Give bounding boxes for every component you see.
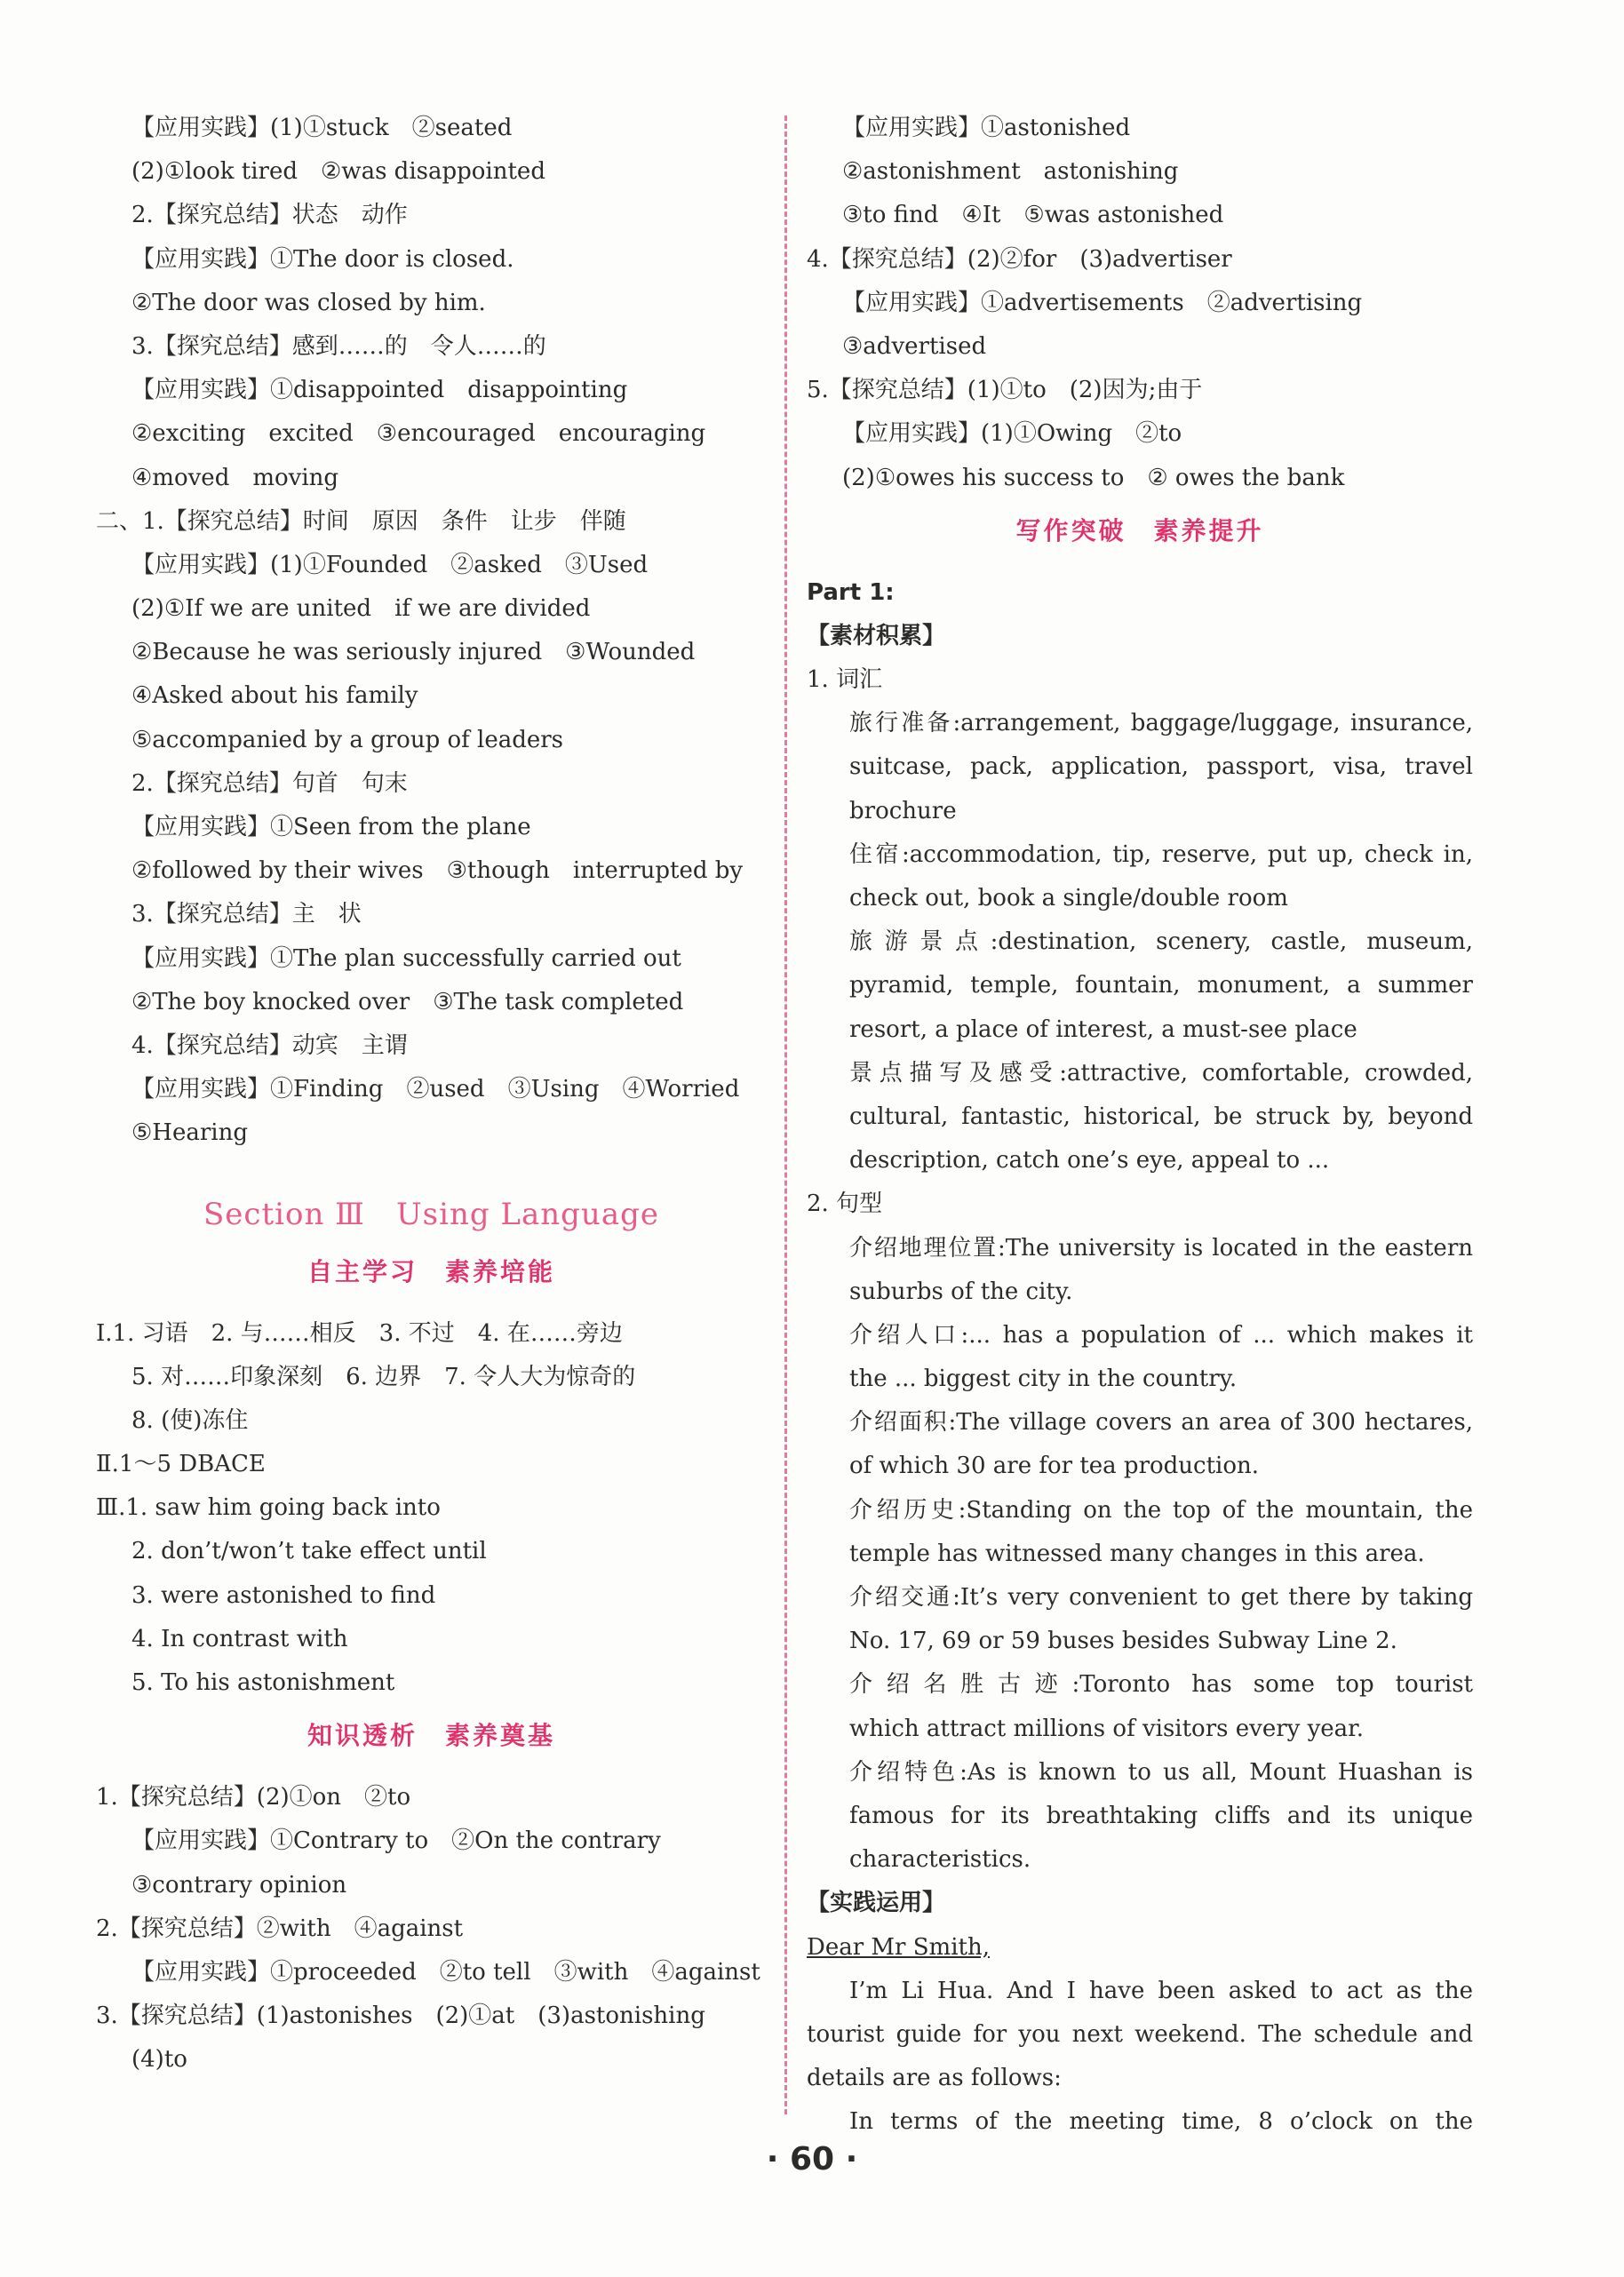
text-line: ④Asked about his family <box>131 682 418 710</box>
text-line: 1. 词汇 <box>807 666 883 694</box>
text-line: ②The door was closed by him. <box>131 289 486 316</box>
text-line: the ... biggest city in the country. <box>849 1365 1238 1393</box>
text-line: 介绍历史:Standing on the top of the mountain, the <box>849 1496 1473 1524</box>
text-line: description, catch one’s eye, appeal to ... <box>849 1147 1330 1174</box>
text-line: tourist guide for you next weekend. The schedule and <box>807 2020 1473 2048</box>
text-line: (2)①look tired ②was disappointed <box>131 158 545 186</box>
text-line: 介绍人口:... has a population of ... which makes it <box>849 1321 1473 1349</box>
left-column <box>96 107 767 2082</box>
text-line: (2)①owes his success to ② owes the bank <box>842 464 1345 491</box>
text-line: 2.【探究总结】②with ④against <box>96 1915 464 1942</box>
text-line: ③to find ④It ⑤was astonished <box>842 202 1224 229</box>
subsection-heading: 知识透析 素养奠基 <box>306 1721 555 1751</box>
section-title: Section Ⅲ Using Language <box>203 1196 659 1232</box>
text-line: ②The boy knocked over ③The task completed <box>131 988 684 1015</box>
text-line: (4)to <box>131 2046 187 2074</box>
text-line: 【素材积累】 <box>807 622 946 649</box>
text-line: 2.【探究总结】状态 动作 <box>131 202 408 229</box>
text-line: No. 17, 69 or 59 buses besides Subway Line 2. <box>849 1628 1397 1655</box>
text-line: 5. To his astonishment <box>131 1669 395 1696</box>
text-line: 【应用实践】(1)①stuck ②seated <box>131 115 513 141</box>
text-line: 【应用实践】①proceeded ②to tell ③with ④against <box>131 1958 760 1986</box>
text-line: 5.【探究总结】(1)①to (2)因为;由于 <box>807 377 1203 404</box>
text-line: ③advertised <box>842 332 987 360</box>
text-line: brochure <box>849 797 957 824</box>
text-line: 住宿:accommodation, tip, reserve, put up, check in, <box>849 840 1473 868</box>
text-line: 5. 对……印象深刻 6. 边界 7. 令人大为惊奇的 <box>131 1363 636 1390</box>
text-line: details are as follows: <box>807 2065 1062 2092</box>
text-line: ④moved moving <box>131 464 339 491</box>
text-line: ②astonishment astonishing <box>842 158 1179 186</box>
text-line: 【实践运用】 <box>807 1890 946 1917</box>
text-line: ②exciting excited ③encouraged encouraging <box>131 420 706 448</box>
text-line: 二、1.【探究总结】时间 原因 条件 让步 伴随 <box>96 507 626 535</box>
text-line: 【应用实践】①The door is closed. <box>131 245 514 273</box>
text-line: ⑤accompanied by a group of leaders <box>131 726 564 753</box>
text-line: Ⅲ.1. saw him going back into <box>96 1494 441 1522</box>
text-line: 8. (使)冻住 <box>131 1406 249 1434</box>
text-line: 景点描写及感受:attractive, comfortable, crowded, <box>849 1059 1473 1087</box>
text-line: 【应用实践】①Finding ②used ③Using ④Worried <box>131 1076 740 1103</box>
text-line: cultural, fantastic, historical, be struck by, beyond <box>849 1103 1473 1130</box>
text-line: 【应用实践】(1)①Owing ②to <box>842 420 1182 448</box>
text-line: 4.【探究总结】动宾 主谓 <box>131 1031 408 1059</box>
text-line: 【应用实践】①disappointed disappointing <box>131 377 628 404</box>
text-line: 介绍地理位置:The university is located in the eastern <box>849 1234 1473 1262</box>
text-line: Ⅱ.1～5 DBACE <box>96 1451 266 1478</box>
text-line: 【应用实践】①astonished <box>842 115 1131 141</box>
text-line: which attract millions of visitors every year. <box>849 1715 1365 1742</box>
text-line: temple has witnessed many changes in this area. <box>849 1540 1425 1567</box>
text-line: 4. In contrast with <box>131 1625 348 1652</box>
subsection-heading: 写作突破 素养提升 <box>1015 515 1264 545</box>
text-line: of which 30 are for tea production. <box>849 1453 1260 1480</box>
page-number: · 60 · <box>766 2141 858 2177</box>
text-line: 【应用实践】①The plan successfully carried out <box>131 944 681 972</box>
text-line: 2.【探究总结】句首 句末 <box>131 769 408 797</box>
text-line: 3.【探究总结】主 状 <box>131 901 362 928</box>
text-line: ②Because he was seriously injured ③Wounded <box>131 639 696 666</box>
text-line: ③contrary opinion <box>131 1871 347 1899</box>
subsection-heading: 自主学习 素养培能 <box>306 1256 555 1286</box>
letter-greeting: Dear Mr Smith, <box>807 1933 990 1961</box>
text-line: 介绍特色:As is known to us all, Mount Huashan is <box>849 1758 1473 1786</box>
text-line: 3.【探究总结】(1)astonishes (2)①at (3)astonishing <box>96 2002 705 2030</box>
text-line: ②followed by their wives ③though interrupted by <box>131 857 744 885</box>
text-line: 介绍交通:It’s very convenient to get there by taking <box>849 1584 1473 1611</box>
text-line: (2)①If we are united if we are divided <box>131 595 591 623</box>
text-line: 【应用实践】①Seen from the plane <box>131 814 531 840</box>
text-line: In terms of the meeting time, 8 o’clock on the <box>849 2108 1473 2136</box>
text-line: characteristics. <box>849 1846 1031 1874</box>
column-divider <box>784 115 787 2114</box>
text-line: suburbs of the city. <box>849 1278 1073 1305</box>
text-line: Ⅰ.1. 习语 2. 与……相反 3. 不过 4. 在……旁边 <box>96 1319 623 1347</box>
text-line: famous for its breathtaking cliffs and its unique <box>849 1802 1473 1829</box>
text-line: 【应用实践】①Contrary to ②On the contrary <box>131 1827 661 1855</box>
text-line: suitcase, pack, application, passport, visa, travel <box>849 753 1473 781</box>
text-line: 3. were astonished to find <box>131 1581 436 1609</box>
text-line: 2. 句型 <box>807 1190 883 1218</box>
text-line: I’m Li Hua. And I have been asked to act as the <box>849 1977 1473 2004</box>
text-line: 旅行准备:arrangement, baggage/luggage, insurance, <box>849 710 1473 737</box>
text-line: 【应用实践】①advertisements ②advertising <box>842 289 1363 316</box>
text-line: Part 1: <box>807 578 895 606</box>
text-line: 介绍名胜古迹:Toronto has some top tourist <box>849 1671 1473 1699</box>
text-line: resort, a place of interest, a must-see place <box>849 1015 1357 1043</box>
right-column <box>807 107 1473 2144</box>
text-line: pyramid, temple, fountain, monument, a summer <box>849 972 1473 999</box>
text-line: 3.【探究总结】感到……的 令人……的 <box>131 332 546 360</box>
text-line: 介绍面积:The village covers an area of 300 hectares, <box>849 1409 1473 1437</box>
text-line: 1.【探究总结】(2)①on ②to <box>96 1784 411 1811</box>
text-line: check out, book a single/double room <box>849 885 1288 912</box>
text-line: 旅游景点:destination, scenery, castle, museum, <box>849 928 1473 956</box>
text-line: 【应用实践】(1)①Founded ②asked ③Used <box>131 551 649 578</box>
text-line: 2. don’t/won’t take effect until <box>131 1538 487 1565</box>
text-line: ⑤Hearing <box>131 1119 249 1147</box>
text-line <box>807 1926 1473 1970</box>
text-line: 4.【探究总结】(2)②for (3)advertiser <box>807 245 1232 273</box>
